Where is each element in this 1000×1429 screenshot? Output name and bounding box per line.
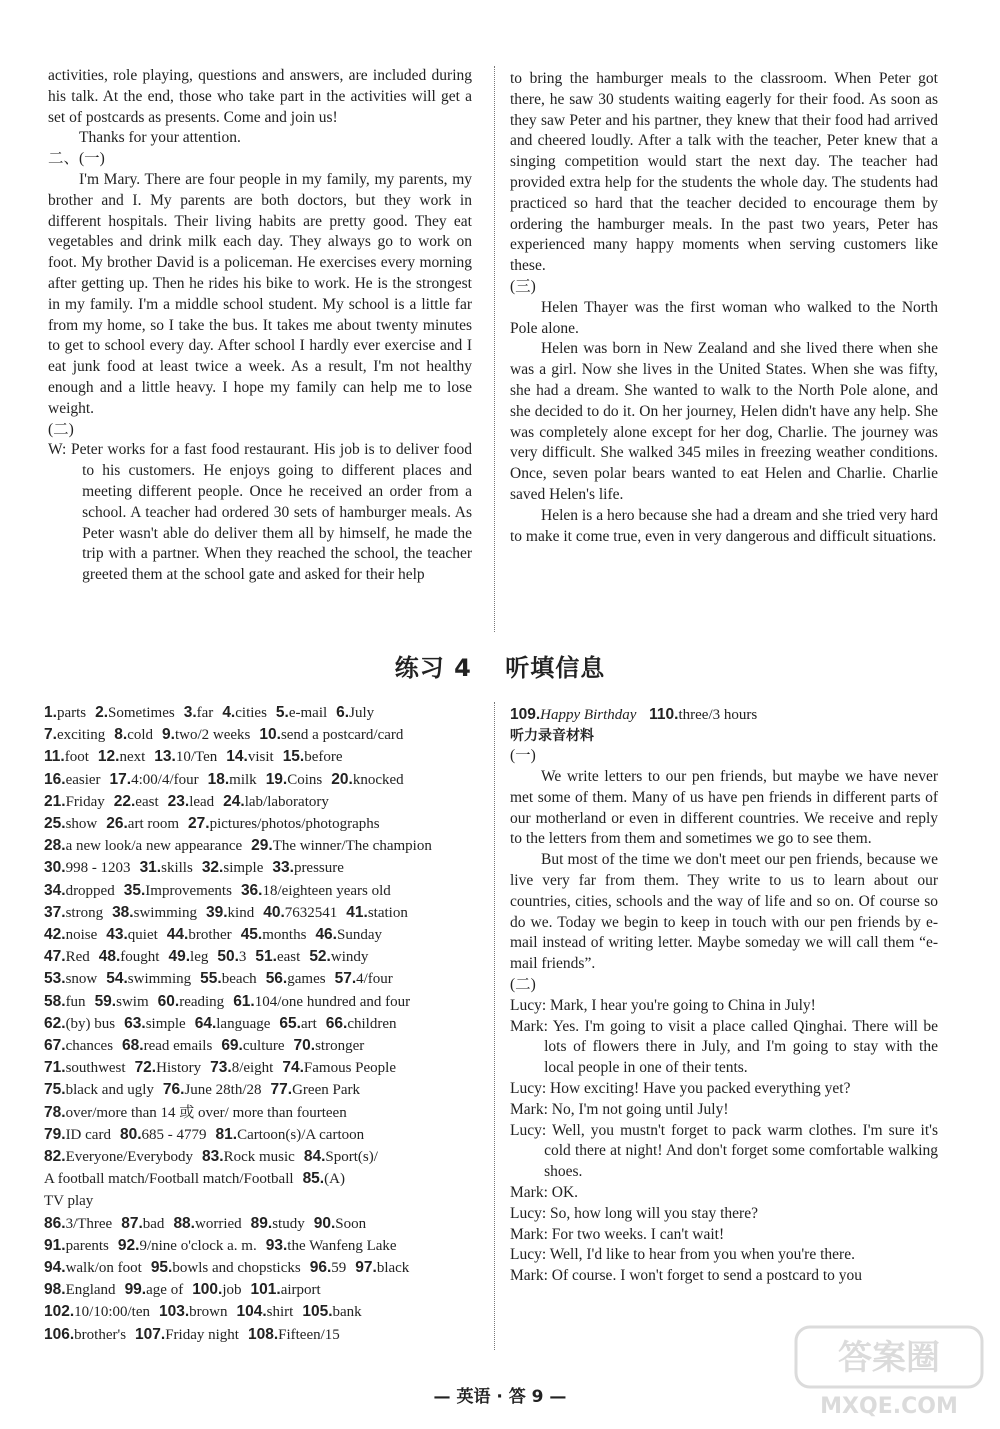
answer-text: 8/eight xyxy=(231,1060,274,1077)
watermark-text: 答案圈 xyxy=(838,1338,940,1378)
answer-number: 16. xyxy=(44,770,66,788)
answer-text: age of xyxy=(146,1282,184,1299)
paragraph: But most of the time we don't meet our pen friends, because we live very far from them. They write to us to learn about our countries, cities, schools and the way of life and so on. Of course so do we. Today we begin to keep in touch with our pen friends by e-mail instead of writing letter. Maybe someday we will call them “e-mail friends”. xyxy=(510,851,938,973)
answer-line xyxy=(44,1213,472,1235)
answer-number: 77. xyxy=(270,1081,293,1099)
section-label: (二) xyxy=(48,420,74,438)
answer-number: 104. xyxy=(236,1303,267,1321)
answer-number: 82. xyxy=(44,1148,66,1166)
answer-number: 23. xyxy=(167,792,190,810)
answer-text: exciting xyxy=(56,727,106,744)
answer-number: 106. xyxy=(44,1325,75,1343)
answer-text: knocked xyxy=(352,771,404,788)
answer-text: simple xyxy=(145,1015,186,1032)
answer-text: art room xyxy=(127,816,180,833)
paragraph: Thanks for your attention. xyxy=(79,129,241,147)
answer-text: Sunday xyxy=(337,927,382,944)
answer-text: 9/nine o'clock a. m. xyxy=(139,1237,257,1254)
answer-number: 11. xyxy=(44,748,65,766)
answer-line xyxy=(44,1279,472,1301)
answer-number: 3. xyxy=(183,704,197,721)
dialogue xyxy=(510,996,938,1287)
answer-text: before xyxy=(304,749,343,766)
answer-number: 54. xyxy=(106,970,128,988)
answer-text: Famous People xyxy=(303,1060,397,1077)
answer-text: far xyxy=(196,705,214,721)
answer-text: milk xyxy=(229,771,257,788)
answer-text: Rock music xyxy=(223,1149,295,1166)
bottom-right-column xyxy=(510,704,938,1287)
section-heading: 听填信息 xyxy=(505,654,606,682)
answer-line xyxy=(44,1257,472,1279)
answer-line xyxy=(44,769,472,791)
answer-number: 74. xyxy=(282,1059,304,1077)
answer-text: station xyxy=(367,904,408,921)
answer-text: foot xyxy=(64,749,89,766)
answer-text: dropped xyxy=(65,882,115,899)
answer-number: 107. xyxy=(135,1325,166,1343)
answer-text: Happy Birthday xyxy=(540,707,637,723)
answer-number: 85. xyxy=(302,1170,325,1188)
paragraph: activities, role playing, questions and answers, are included during his talk. At the end, those who take part in the activities will get a set of postcards as presents. Come and join us! xyxy=(48,67,472,126)
answer-text: a new look/a new appearance xyxy=(65,838,243,855)
answer-number: 49. xyxy=(168,948,191,966)
section-label: 二、(一) xyxy=(48,150,105,168)
answer-text: fought xyxy=(120,949,160,966)
top-right-column xyxy=(510,69,938,547)
answer-number: 108. xyxy=(247,1325,279,1343)
answer-number: 56. xyxy=(265,970,288,988)
section-label: (三) xyxy=(510,277,536,295)
answer-text: Friday xyxy=(65,793,105,810)
answer-number: 26. xyxy=(106,815,128,833)
answer-text: black xyxy=(376,1260,410,1277)
answer-number: 72. xyxy=(134,1059,157,1077)
answer-text: ID card xyxy=(65,1126,111,1143)
answer-text: TV play xyxy=(44,1193,94,1210)
watermark-url: MXQE.COM xyxy=(820,1394,958,1419)
answer-key xyxy=(44,702,472,1346)
answer-number: 61. xyxy=(233,992,255,1010)
answer-text: 18/eighteen years old xyxy=(262,882,391,899)
paragraph: to bring the hamburger meals to the classroom. When Peter got there, he saw 30 students waiting eagerly for their food. As soon as they saw Peter and his partner, they knew that their food had arrived and cheered loudly. After a talk with the teacher, Peter knew that a singing competition would start the next day. The teacher had provided extra help for the students the whole day. The students had practiced so hard that the teacher decided to encourage them by ordering the hamburger meals. In the past two years, Peter has experienced many happy moments when serving customers like these. xyxy=(510,70,938,275)
answer-number: 79. xyxy=(44,1125,66,1143)
answer-text: History xyxy=(156,1060,202,1077)
answer-text: Friday night xyxy=(165,1326,239,1343)
answer-number: 90. xyxy=(313,1214,336,1232)
answer-number: 94. xyxy=(44,1259,66,1277)
answer-line xyxy=(44,791,472,813)
answer-text: cold xyxy=(127,727,154,744)
answer-line xyxy=(510,704,938,726)
answer-text: language xyxy=(216,1015,271,1032)
answer-text: job xyxy=(222,1282,242,1299)
answer-number: 65. xyxy=(279,1014,301,1032)
dialogue-line: Lucy: Mark, I hear you're going to China in July! xyxy=(510,996,816,1014)
answer-number: 38. xyxy=(112,903,134,921)
answer-text: over/more than 14 或 over/ more than fourteen xyxy=(65,1104,347,1121)
answer-text: stronger xyxy=(315,1038,365,1055)
column-divider xyxy=(494,66,496,632)
answer-text: 59 xyxy=(331,1260,347,1277)
answer-text: (A) xyxy=(324,1171,345,1188)
answer-number: 68. xyxy=(122,1037,144,1055)
answer-number: 48. xyxy=(98,948,121,966)
answer-text: parts xyxy=(56,705,87,721)
answer-line xyxy=(44,1035,472,1057)
answer-number: 22. xyxy=(113,792,136,810)
answer-text: easier xyxy=(65,771,101,788)
answer-text: leg xyxy=(190,949,209,966)
answer-text: Green Park xyxy=(292,1082,360,1099)
answer-text: Everyone/Everybody xyxy=(65,1149,194,1166)
answer-number: 36. xyxy=(240,881,263,899)
paragraph: We write letters to our pen friends, but maybe we have never met some of them. Many of us have pen friends in different parts of our motherland or even in different countries. We receive and reply to the letters from them and sometimes we go to see them. xyxy=(510,768,938,848)
dialogue-line: Mark: Yes. I'm going to visit a place called Qinghai. There will be lots of flowers there in July, and I'm going to stay with the local people in one of their tents. xyxy=(510,1017,938,1077)
answer-number: 86. xyxy=(44,1214,66,1232)
answer-line xyxy=(44,1057,472,1079)
answer-number: 64. xyxy=(194,1014,217,1032)
answer-line xyxy=(44,813,472,835)
answer-number: 14. xyxy=(226,748,248,766)
paragraph: Helen was born in New Zealand and she lived there when she was a girl. Now she lives in the United States. When she was fifty, she had a dream. She wanted to walk to the North Pole alone, and she decided to do it. On her journey, Helen didn't have any help. She was completely alone except for her dog, Charlie. The journey was very difficult. She walked 345 miles in freezing weather conditions. Once, seven polar bears wanted to eat Helen and Charlie. Charlie saved Helen's life. xyxy=(510,340,938,503)
answer-text: windy xyxy=(330,949,369,966)
answer-number: 15. xyxy=(282,748,305,766)
answer-text: 998 - 1203 xyxy=(65,860,131,877)
answer-text: Red xyxy=(65,949,90,966)
answer-number: 100. xyxy=(192,1281,223,1299)
answer-text: England xyxy=(65,1282,116,1299)
answer-text: east xyxy=(135,793,159,810)
answer-number: 67. xyxy=(44,1037,66,1055)
answer-line xyxy=(44,1324,472,1346)
answer-text: two/2 weeks xyxy=(174,727,251,744)
answer-text: beach xyxy=(221,971,257,988)
answer-text: kind xyxy=(227,904,255,921)
answer-number: 69. xyxy=(221,1037,243,1055)
answer-text: 4/four xyxy=(356,971,393,988)
answer-text: bank xyxy=(332,1304,362,1321)
answer-text: (by) bus xyxy=(65,1015,116,1032)
answer-line xyxy=(44,1168,472,1190)
answer-text: pressure xyxy=(293,860,344,877)
answer-text: bad xyxy=(142,1215,165,1232)
dialogue-line: Mark: OK. xyxy=(510,1183,579,1201)
answer-number: 80. xyxy=(119,1125,142,1143)
answer-number: 55. xyxy=(200,970,222,988)
answer-text: Soon xyxy=(335,1215,367,1232)
section-title xyxy=(0,654,1000,682)
answer-number: 47. xyxy=(44,948,66,966)
transcript-heading: 听力录音材料 xyxy=(510,728,594,745)
answer-number: 18. xyxy=(207,770,230,788)
answer-number: 83. xyxy=(202,1148,224,1166)
dialogue-line: Mark: For two weeks. I can't wait! xyxy=(510,1225,725,1243)
answer-text: simple xyxy=(223,860,264,877)
section-label: (一) xyxy=(510,747,536,765)
answer-number: 51. xyxy=(255,948,277,966)
answer-text: Improvements xyxy=(145,882,232,899)
answer-text: cities xyxy=(235,705,267,721)
answer-text: 685 - 4779 xyxy=(141,1126,207,1143)
answer-text: Coins xyxy=(287,771,323,788)
answer-number: 7. xyxy=(44,726,57,744)
answer-line xyxy=(44,724,472,746)
dialogue-line: Mark: Of course. I won't forget to send a postcard to you xyxy=(510,1267,863,1285)
answer-text: the Wanfeng Lake xyxy=(287,1237,397,1254)
answer-number: 66. xyxy=(325,1014,348,1032)
answer-text: swimming xyxy=(133,904,197,921)
answer-text: southwest xyxy=(65,1060,126,1077)
answer-number: 5. xyxy=(275,704,289,721)
answer-number: 9. xyxy=(162,726,175,744)
dialogue-line: Mark: No, I'm not going until July! xyxy=(510,1100,729,1118)
answer-text: swimming xyxy=(127,971,192,988)
answer-text: brother's xyxy=(74,1326,127,1343)
answer-number: 87. xyxy=(121,1214,143,1232)
answer-line xyxy=(44,880,472,902)
answer-text: brother xyxy=(188,927,232,944)
answer-line xyxy=(44,924,472,946)
answer-text: Sport(s)/ xyxy=(325,1149,378,1166)
answer-number: 41. xyxy=(346,903,368,921)
answer-text: swim xyxy=(116,993,149,1010)
answer-text: The winner/The champion xyxy=(272,838,432,855)
answer-number: 62. xyxy=(44,1014,66,1032)
answer-text: next xyxy=(119,749,146,766)
answer-number: 37. xyxy=(44,903,66,921)
answer-text: east xyxy=(276,949,301,966)
answer-number: 25. xyxy=(44,815,66,833)
answer-text: walk/on foot xyxy=(65,1260,142,1277)
answer-text: games xyxy=(287,971,326,988)
answer-line xyxy=(44,902,472,924)
answer-text: art xyxy=(300,1015,317,1032)
answer-line xyxy=(44,968,472,990)
answer-text: airport xyxy=(280,1282,321,1299)
column-divider xyxy=(494,702,496,1350)
answer-number: 84. xyxy=(303,1148,326,1166)
answer-number: 40. xyxy=(263,903,285,921)
answer-text: July xyxy=(349,705,375,721)
answer-text: e-mail xyxy=(288,705,328,721)
answer-number: 42. xyxy=(44,926,66,944)
answer-line xyxy=(44,1190,472,1212)
answer-number: 30. xyxy=(44,859,66,877)
top-left-column xyxy=(48,66,472,586)
answer-line xyxy=(44,746,472,768)
answer-number: 27. xyxy=(188,815,210,833)
answer-number: 21. xyxy=(44,792,66,810)
answer-number: 13. xyxy=(154,748,176,766)
answer-number: 20. xyxy=(331,770,353,788)
answer-number: 91. xyxy=(44,1236,66,1254)
section-number: 练习 4 xyxy=(394,654,472,682)
answer-text: Sometimes xyxy=(108,705,175,721)
answer-text: fun xyxy=(65,993,86,1010)
answer-number: 58. xyxy=(44,992,66,1010)
page-footer: — 英语 · 答 9 — xyxy=(433,1387,567,1407)
answer-line xyxy=(44,1102,472,1124)
answer-number: 19. xyxy=(265,770,288,788)
section-label: (二) xyxy=(510,975,536,993)
dialogue-line: Lucy: Well, you mustn't forget to pack warm clothes. I'm sure it's cold there at night! And don't forget some comfortable walking shoes. xyxy=(510,1121,938,1181)
answer-number: 52. xyxy=(309,948,331,966)
answer-number: 1. xyxy=(44,704,57,721)
answer-text: months xyxy=(262,927,307,944)
answer-number: 73. xyxy=(210,1059,232,1077)
answer-line xyxy=(44,702,472,724)
paragraph: Helen Thayer was the first woman who walked to the North Pole alone. xyxy=(510,298,938,337)
answer-text: Cartoon(s)/A cartoon xyxy=(237,1126,365,1143)
answer-number: 78. xyxy=(44,1103,66,1121)
answer-line xyxy=(44,835,472,857)
answer-text: 3 xyxy=(238,949,247,966)
answer-text: culture xyxy=(242,1038,285,1055)
answer-text: 4:00/4/four xyxy=(131,771,199,788)
answer-number: 10. xyxy=(259,726,281,744)
answer-text: skills xyxy=(161,860,193,877)
answer-line xyxy=(44,1235,472,1257)
answer-number: 8. xyxy=(114,726,128,744)
answer-text: send a postcard/card xyxy=(280,727,404,744)
answer-text: noise xyxy=(65,927,98,944)
answer-line xyxy=(44,1146,472,1168)
answer-number: 76. xyxy=(162,1081,185,1099)
answer-text: 3/Three xyxy=(65,1215,113,1232)
answer-number: 95. xyxy=(150,1259,173,1277)
answer-number: 24. xyxy=(223,792,245,810)
answer-number: 96. xyxy=(309,1259,332,1277)
answer-number: 28. xyxy=(44,837,66,855)
answer-number: 81. xyxy=(215,1125,238,1143)
answer-line xyxy=(44,946,472,968)
answer-number: 70. xyxy=(293,1037,316,1055)
answer-text: reading xyxy=(179,993,225,1010)
answer-number: 50. xyxy=(217,948,239,966)
answer-line xyxy=(44,1124,472,1146)
answer-number: 101. xyxy=(250,1281,281,1299)
answer-number: 89. xyxy=(250,1214,273,1232)
answer-line xyxy=(44,1301,472,1323)
answer-line xyxy=(44,857,472,879)
answer-text: bowls and chopsticks xyxy=(172,1260,301,1277)
dialogue-line: Lucy: So, how long will you stay there? xyxy=(510,1204,758,1222)
answer-number: 93. xyxy=(265,1236,288,1254)
answer-text: A football match/Football match/Football xyxy=(44,1171,294,1188)
answer-text: 104/one hundred and four xyxy=(254,993,411,1010)
answer-text: worried xyxy=(195,1215,242,1232)
answer-text: shirt xyxy=(266,1304,294,1321)
answer-number: 105. xyxy=(302,1303,333,1321)
answer-text: snow xyxy=(65,971,98,988)
answer-text: pictures/photos/photographs xyxy=(209,816,380,833)
answer-text: Fifteen/15 xyxy=(278,1326,340,1343)
answer-number: 88. xyxy=(173,1214,195,1232)
answer-number: 35. xyxy=(123,881,146,899)
answer-number: 17. xyxy=(109,770,132,788)
answer-number: 103. xyxy=(159,1303,190,1321)
answer-number: 43. xyxy=(106,926,128,944)
answer-number: 99. xyxy=(124,1281,147,1299)
paragraph: W: Peter works for a fast food restaurant. His job is to deliver food to his customers. He enjoys going to different places and meeting different people. Once he received an order from a school. A teacher had ordered 30 sets of hamburger meals. As Peter wasn't able do deliver them all by himself, he made the trip with a partner. When they reached the school, the teacher greeted them at the school gate and asked for their help xyxy=(48,441,472,584)
answer-line xyxy=(44,1013,472,1035)
answer-text: parents xyxy=(65,1237,109,1254)
answer-text: strong xyxy=(65,904,104,921)
answer-number: 44. xyxy=(166,926,189,944)
answer-number: 71. xyxy=(44,1059,66,1077)
answer-line xyxy=(44,991,472,1013)
answer-number: 31. xyxy=(139,859,162,877)
answer-text: three/3 hours xyxy=(678,707,758,723)
answer-text: lab/laboratory xyxy=(244,793,329,810)
answer-number: 102. xyxy=(44,1303,75,1321)
answer-number: 39. xyxy=(205,903,228,921)
answer-number: 12. xyxy=(97,748,120,766)
answer-number: 32. xyxy=(201,859,224,877)
answer-text: 10/Ten xyxy=(175,749,218,766)
answer-text: June 28th/28 xyxy=(184,1082,262,1099)
answer-number: 34. xyxy=(44,881,66,899)
answer-number: 63. xyxy=(124,1014,146,1032)
answer-text: 7632541 xyxy=(284,904,338,921)
answer-text: show xyxy=(65,816,98,833)
answer-text: visit xyxy=(247,749,274,766)
answer-number: 98. xyxy=(44,1281,66,1299)
answer-number: 110. xyxy=(649,706,679,723)
answer-number: 57. xyxy=(334,970,357,988)
answer-text: quiet xyxy=(127,927,158,944)
answer-number: 109. xyxy=(510,706,541,723)
dialogue-line: Lucy: Well, I'd like to hear from you when you're there. xyxy=(510,1246,855,1264)
answer-number: 60. xyxy=(157,992,180,1010)
answer-line xyxy=(44,1079,472,1101)
answer-number: 2. xyxy=(95,704,109,721)
answer-number: 92. xyxy=(117,1236,140,1254)
answer-number: 29. xyxy=(251,837,273,855)
answer-text: 10/10:00/ten xyxy=(74,1304,150,1321)
answer-number: 46. xyxy=(315,926,337,944)
answer-text: brown xyxy=(189,1304,228,1321)
answer-number: 4. xyxy=(222,704,236,721)
answer-number: 97. xyxy=(355,1259,377,1277)
answer-text: read emails xyxy=(143,1038,213,1055)
answer-text: black and ugly xyxy=(65,1082,154,1099)
answer-text: study xyxy=(272,1215,305,1232)
answer-number: 53. xyxy=(44,970,66,988)
dialogue-line: Lucy: How exciting! Have you packed everything yet? xyxy=(510,1079,851,1097)
paragraph: I'm Mary. There are four people in my family, my parents, my brother and I. My parents are both doctors, but they work in different hospitals. Their living habits are pretty good. They eat vegetables and drink milk each day. They always go to work on foot. My brother David is a policeman. He exercises every morning after getting up. Then he rides his bike to work. He is the strongest in my family. I'm a middle school student. My school is a little far from my home, so I take the bus. It takes me about twenty minutes to get to school every day. After school I hardly ever exercise and I eat junk food at least twice a week. As a result, I'm not healthy enough and a little heavy. I hope my family can help me to lose weight. xyxy=(48,170,472,417)
watermark-logo xyxy=(794,1325,984,1420)
answer-number: 45. xyxy=(240,926,263,944)
answer-text: children xyxy=(347,1015,397,1032)
answer-number: 75. xyxy=(44,1081,66,1099)
answer-text: lead xyxy=(189,793,215,810)
answer-number: 59. xyxy=(94,992,117,1010)
answer-number: 6. xyxy=(336,704,350,721)
answer-text: chances xyxy=(65,1038,114,1055)
answer-number: 33. xyxy=(272,859,294,877)
paragraph: Helen is a hero because she had a dream and she tried very hard to make it come true, even in very dangerous and difficult situations. xyxy=(510,506,938,545)
